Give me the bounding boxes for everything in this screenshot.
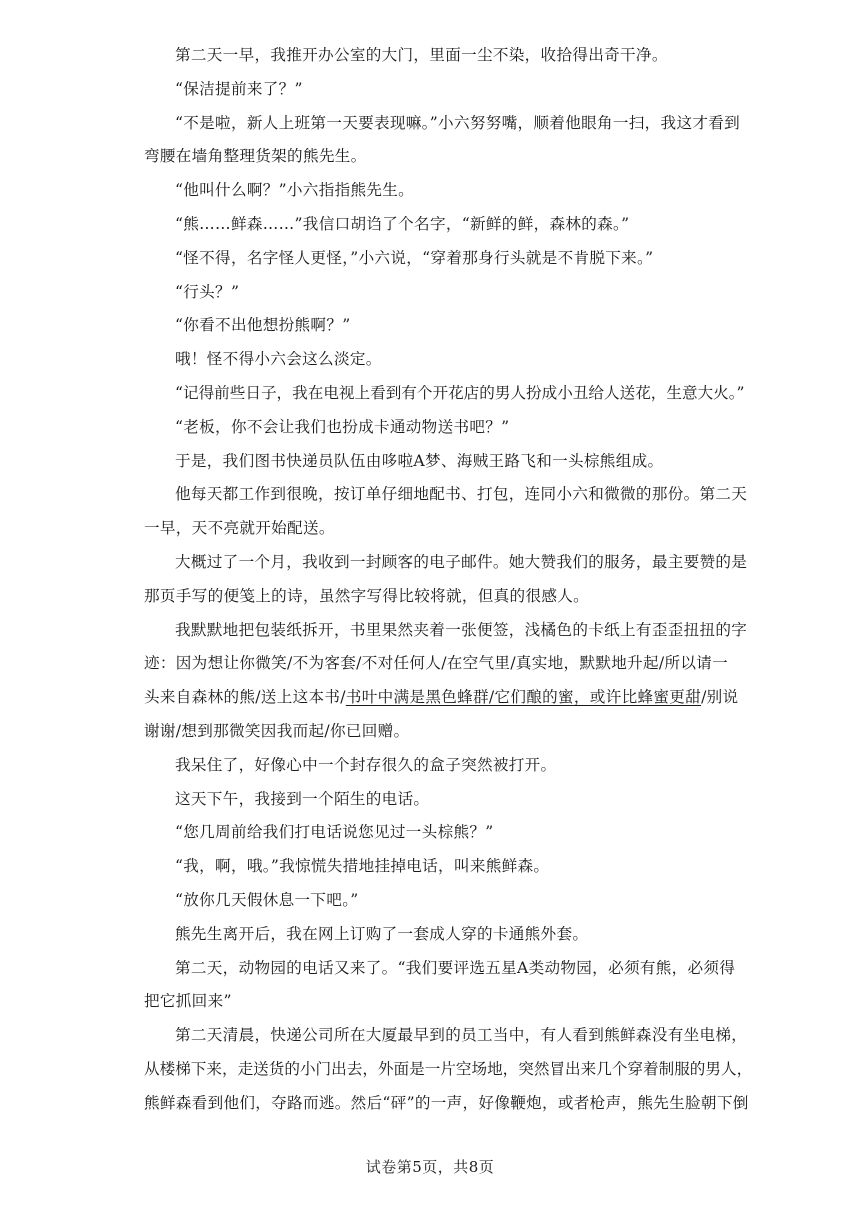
text-line: 谢谢/想到那微笑因我而起/你已回赠。 bbox=[144, 721, 410, 740]
text-line-with-underline bbox=[144, 681, 739, 715]
text-line: 这天下午，我接到一个陌生的电话。 bbox=[175, 789, 430, 808]
text-line: “熊……鲜森……”我信口胡诌了个名字，“新鲜的鲜，森林的森。” bbox=[175, 214, 630, 233]
text-line: 于是，我们图书快递员队伍由哆啦A梦、海贼王路飞和一头棕熊组成。 bbox=[175, 451, 664, 470]
text-segment: 头来自森林的熊/送上这本书/ bbox=[144, 688, 346, 707]
text-line: 我默默地把包装纸拆开，书里果然夹着一张便签，浅橘色的卡纸上有歪歪扭扭的字 bbox=[175, 620, 748, 639]
text-line: “他叫什么啊？”小六指指熊先生。 bbox=[175, 181, 415, 200]
text-segment: /别说 bbox=[701, 688, 739, 707]
text-line: “记得前些日子，我在电视上看到有个开花店的男人扮成小丑给人送花，生意大火。” bbox=[175, 383, 745, 402]
text-line: 熊鲜森看到他们，夺路而逃。然后“砰”的一声，好像鞭炮，或者枪声，熊先生脸朝下倒 bbox=[144, 1093, 749, 1112]
text-line: 第二天清晨，快递公司所在大厦最早到的员工当中，有人看到熊鲜森没有坐电梯， bbox=[175, 1026, 748, 1045]
text-line: 大概过了一个月，我收到一封顾客的电子邮件。她大赞我们的服务，最主要赞的是 bbox=[175, 552, 748, 571]
page-footer: 试卷第5页，共8页 bbox=[365, 1158, 495, 1176]
text-line: 弯腰在墙角整理货架的熊先生。 bbox=[144, 147, 367, 166]
text-line: “不是啦，新人上班第一天要表现嘛。”小六努努嘴，顺着他眼角一扫，我这才看到 bbox=[175, 113, 741, 132]
text-line: “行头？” bbox=[175, 282, 240, 301]
underlined-poem-phrase: 书叶中满是黑色蜂群/它们酿的蜜，或许比蜂蜜更甜 bbox=[345, 688, 702, 707]
text-line: “放你几天假休息一下吧。” bbox=[175, 890, 359, 909]
text-line: “您几周前给我们打电话说您见过一头棕熊？” bbox=[175, 823, 494, 842]
text-line: “保洁提前来了？” bbox=[175, 79, 303, 98]
text-line: 迹：因为想让你微笑/不为客套/不对任何人/在空气里/真实地，默默地升起/所以请一 bbox=[144, 654, 729, 673]
text-line: 熊先生离开后，我在网上订购了一套成人穿的卡通熊外套。 bbox=[175, 924, 589, 943]
text-line: “老板，你不会让我们也扮成卡通动物送书吧？” bbox=[175, 417, 510, 436]
text-line: 我呆住了，好像心中一个封存很久的盒子突然被打开。 bbox=[175, 755, 557, 774]
text-line: 第二天，动物园的电话又来了。“我们要评选五星A类动物园，必须有熊，必须得 bbox=[175, 958, 736, 977]
text-line: 第二天一早，我推开办公室的大门，里面一尘不染，收拾得出奇干净。 bbox=[175, 46, 668, 64]
text-line: 一早，天不亮就开始配送。 bbox=[144, 519, 335, 538]
text-line: 那页手写的便笺上的诗，虽然字写得比较将就，但真的很感人。 bbox=[144, 586, 590, 605]
text-line: 他每天都工作到很晚，按订单仔细地配书、打包，连同小六和微微的那份。第二天 bbox=[175, 485, 748, 504]
text-line: 把它抓回来” bbox=[144, 992, 232, 1011]
text-line: 哦！怪不得小六会这么淡定。 bbox=[175, 350, 382, 369]
text-line: “怪不得，名字怪人更怪，”小六说，“穿着那身行头就是不肯脱下来。” bbox=[175, 248, 654, 267]
text-line: “我，啊，哦。”我惊慌失措地挂掉电话，叫来熊鲜森。 bbox=[175, 857, 550, 876]
text-line: 从楼梯下来，走送货的小门出去，外面是一片空场地，突然冒出来几个穿着制服的男人， bbox=[144, 1059, 753, 1078]
story-text bbox=[144, 39, 753, 1121]
text-line: “你看不出他想扮熊啊？” bbox=[175, 316, 351, 335]
